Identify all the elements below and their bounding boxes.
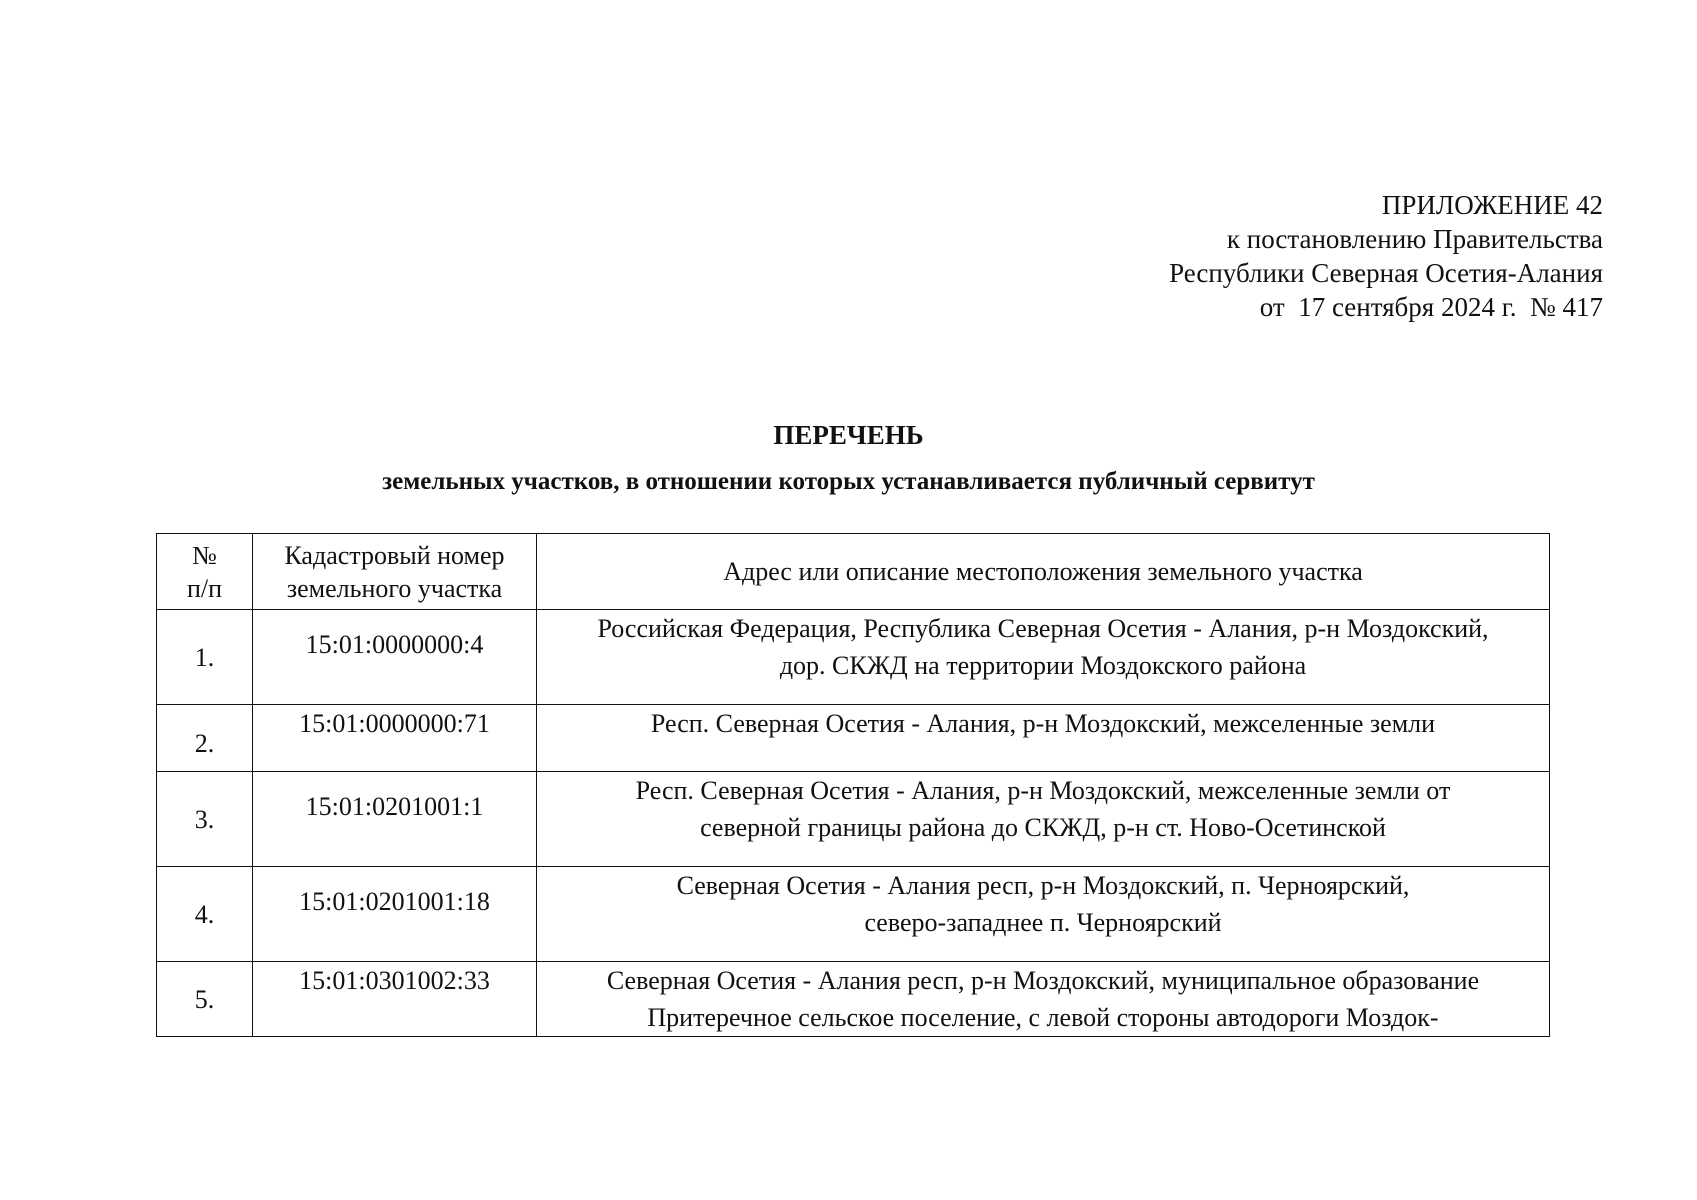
appendix-number: ПРИЛОЖЕНИЕ 42 <box>1381 190 1603 220</box>
appendix-reference: к постановлению Правительства <box>1226 224 1603 254</box>
address-line: Российская Федерация, Республика Северная Осетия - Алания, р-н Моздокский, <box>597 614 1489 643</box>
row-number: 5. <box>157 962 253 1037</box>
cadastral-number: 15:01:0301002:33 <box>253 962 537 1037</box>
address-line: Северная Осетия - Алания респ, р-н Моздокский, п. Черноярский, <box>676 871 1410 900</box>
address-line: Респ. Северная Осетия - Алания, р-н Моздокский, межселенные земли <box>650 709 1436 738</box>
document-title: ПЕРЕЧЕНЬ <box>773 420 924 450</box>
address-cell <box>537 610 1550 705</box>
header-cadastral-line2: земельного участка <box>286 573 503 603</box>
header-number <box>157 534 253 610</box>
table-row <box>157 867 1550 962</box>
row-number: 4. <box>157 867 253 962</box>
header-number-line2: п/п <box>186 573 223 603</box>
appendix-date-number: от 17 сентября 2024 г. № 417 <box>1259 292 1603 322</box>
table-row <box>157 962 1550 1037</box>
address-line: Притеречное сельское поселение, с левой стороны автодороги Моздок- <box>647 1003 1439 1032</box>
header-cadastral <box>253 534 537 610</box>
address-line: Северная Осетия - Алания респ, р-н Моздокский, муниципальное образование <box>606 966 1480 995</box>
header-number-line1: № <box>192 540 217 570</box>
cadastral-number: 15:01:0000000:71 <box>253 705 537 772</box>
cadastral-number <box>253 772 537 867</box>
row-number: 3. <box>157 772 253 867</box>
document-subtitle: земельных участков, в отношении которых устанавливается публичный сервитут <box>382 468 1315 495</box>
address-cell <box>537 867 1550 962</box>
row-number: 2. <box>157 705 253 772</box>
address-line: северной границы района до СКЖД, р-н ст. Ново-Осетинской <box>700 813 1386 842</box>
cadastral-number <box>253 867 537 962</box>
cadastral-value: 15:01:0201001:1 <box>305 792 484 821</box>
row-number: 1. <box>157 610 253 705</box>
address-line: дор. СКЖД на территории Моздокского района <box>779 651 1307 680</box>
address-cell <box>537 962 1550 1037</box>
cadastral-number <box>253 610 537 705</box>
table-header-row <box>157 534 1550 610</box>
appendix-government: Республики Северная Осетия-Алания <box>1169 258 1603 288</box>
header-cadastral-line1: Кадастровый номер <box>284 540 505 570</box>
address-line: северо-западнее п. Черноярский <box>864 908 1222 937</box>
table-row <box>157 772 1550 867</box>
cadastral-value: 15:01:0201001:18 <box>299 887 490 916</box>
table-row <box>157 610 1550 705</box>
address-cell <box>537 705 1550 772</box>
address-line: Респ. Северная Осетия - Алания, р-н Моздокский, межселенные земли от <box>635 776 1451 805</box>
land-plots-table <box>156 533 1550 1037</box>
table-row <box>157 705 1550 772</box>
header-address: Адрес или описание местоположения земельного участка <box>537 534 1550 610</box>
appendix-header <box>1169 188 1603 324</box>
address-cell <box>537 772 1550 867</box>
cadastral-value: 15:01:0000000:4 <box>305 630 484 659</box>
